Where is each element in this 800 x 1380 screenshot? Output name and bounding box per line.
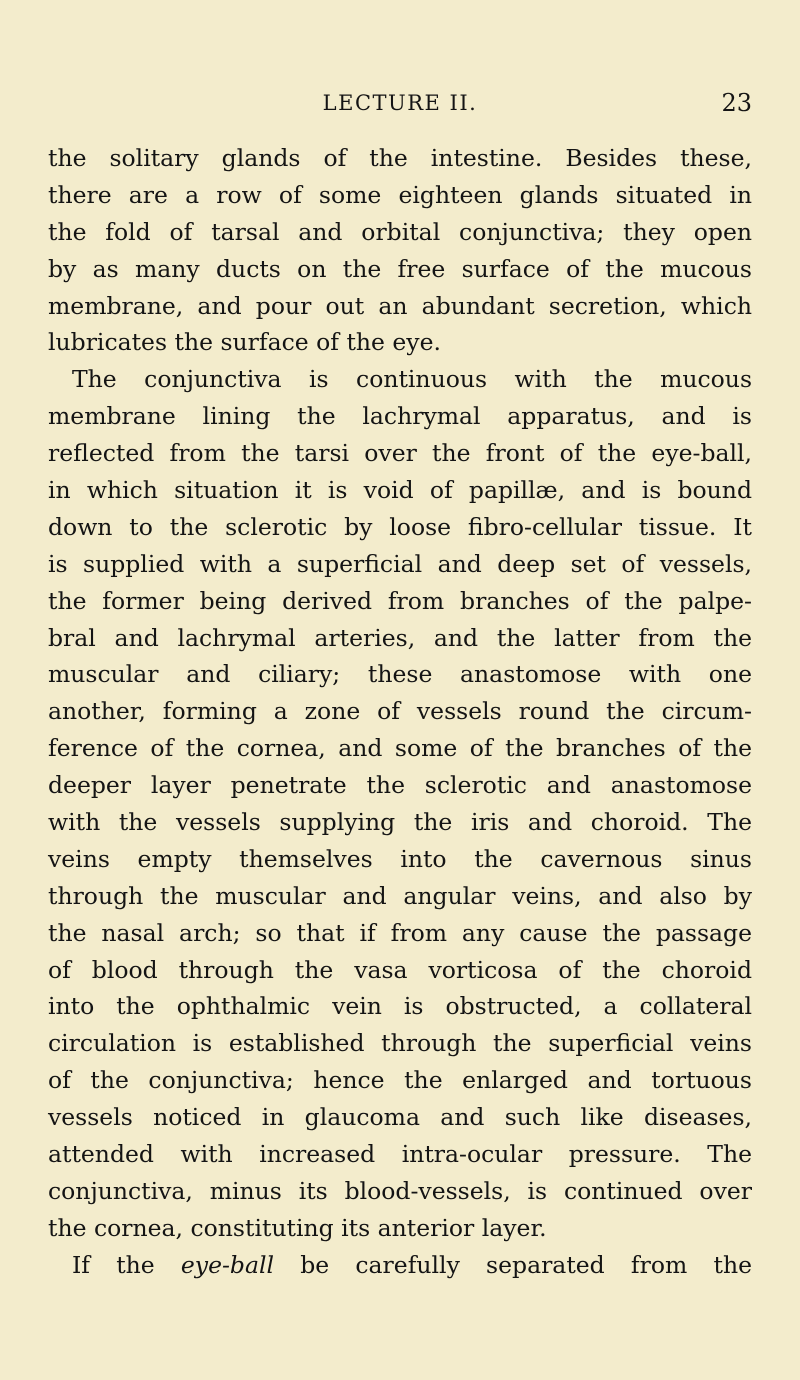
text-line: by as many ducts on the free surface of the mucous <box>48 254 752 283</box>
running-head <box>48 86 752 120</box>
text-line: the solitary glands of the intestine. Besides these, <box>48 144 752 172</box>
text-line: the fold of tarsal and orbital conjunctiva; they open <box>48 217 752 246</box>
text-line: the cornea, constituting its anterior layer. <box>48 1213 547 1242</box>
running-title: LECTURE II. <box>322 91 478 115</box>
text-line: through the muscular and angular veins, and also by <box>48 881 752 910</box>
text-line: another, forming a zone of vessels round the circum- <box>48 697 752 726</box>
text-line: bral and lachrymal arteries, and the latter from the <box>48 623 752 652</box>
text-line: ference of the cornea, and some of the branches of the <box>48 734 752 763</box>
text-line: conjunctiva, minus its blood-vessels, is continued over <box>48 1176 752 1205</box>
final-line-end: be carefully separated from the <box>274 1250 752 1279</box>
text-line: of the conjunctiva; hence the enlarged and tortuous <box>48 1066 752 1095</box>
text-line: deeper layer penetrate the sclerotic and anastomose <box>48 771 752 800</box>
text-line: lubricates the surface of the eye. <box>48 328 441 357</box>
text-line: down to the sclerotic by loose fibro-cellular tissue. It <box>48 512 752 541</box>
page-number: 23 <box>721 89 752 117</box>
text-line: membrane, and pour out an abundant secretion, which <box>48 291 752 320</box>
text-line: the former being derived from branches of the palpe- <box>48 586 752 615</box>
final-line-start: If the <box>72 1250 181 1279</box>
italic-term: eye-ball <box>180 1250 275 1279</box>
text-line: in which situation it is void of papillæ, and is bound <box>48 476 752 505</box>
text-line: vessels noticed in glaucoma and such like diseases, <box>48 1103 752 1132</box>
text-line: veins empty themselves into the cavernous sinus <box>48 844 752 873</box>
text-line: into the ophthalmic vein is obstructed, a collateral <box>48 992 752 1021</box>
text-line: membrane lining the lachrymal apparatus, and is <box>48 402 752 431</box>
text-line: with the vessels supplying the iris and choroid. The <box>48 808 752 837</box>
text-line: the nasal arch; so that if from any cause the passage <box>48 918 752 947</box>
text-line: there are a row of some eighteen glands situated in <box>48 180 752 209</box>
text-line: attended with increased intra-ocular pressure. The <box>48 1140 752 1169</box>
text-line: muscular and ciliary; these anastomose with one <box>48 660 752 689</box>
text-line: is supplied with a superficial and deep set of vessels, <box>48 549 752 578</box>
text-line: The conjunctiva is continuous with the mucous <box>72 365 752 394</box>
text-line: circulation is established through the superficial veins <box>48 1029 752 1058</box>
text-line-final <box>48 1247 752 1284</box>
text-line: of blood through the vasa vorticosa of the choroid <box>48 955 752 984</box>
body-text <box>48 140 752 1284</box>
text-line: reflected from the tarsi over the front of the eye-ball, <box>48 439 752 468</box>
